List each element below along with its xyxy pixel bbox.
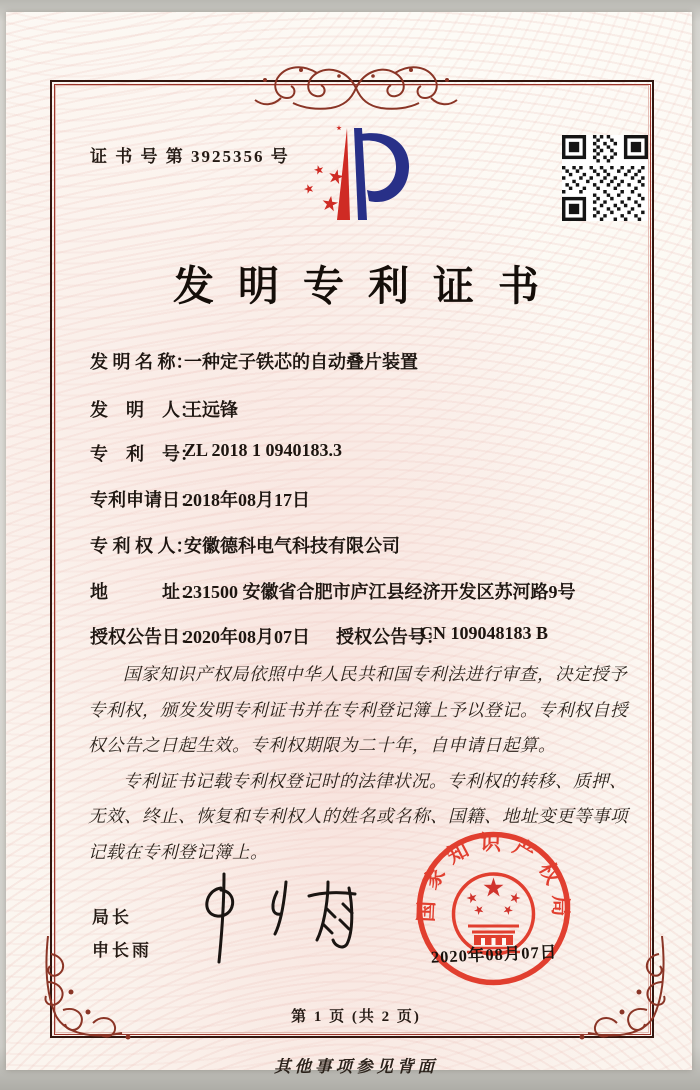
field-patentee — [90, 532, 654, 558]
signer-name: 申长雨 — [92, 941, 152, 960]
handwritten-signature-icon — [191, 870, 366, 970]
grant-date-label: 授权公告日： — [90, 627, 198, 647]
field-filing-date — [90, 486, 654, 512]
field-value: ZL 2018 1 0940183.3 — [184, 440, 343, 460]
seal-ring-text: 国家知识产权局 — [413, 830, 573, 927]
field-value: 231500 安徽省合肥市庐江县经济开发区苏河路9号 — [184, 582, 576, 602]
certificate-title: 发明专利证书 — [173, 263, 563, 309]
field-label: 发 明 名 称： — [90, 352, 194, 372]
field-value: 2018年08月17日 — [184, 490, 310, 510]
qr-code-icon — [562, 133, 648, 223]
signer-title: 局长 — [92, 908, 132, 927]
field-grant-row — [90, 623, 654, 649]
field-patent-number — [90, 440, 654, 466]
legal-paragraph: 国家知识产权局依照中华人民共和国专利法进行审查，决定授予专利权，颁发发明专利证书并在专利登记簿上予以登记。专利权自授权公告之日起生效。专利权期限为二十年，自申请日起算。 — [88, 664, 628, 755]
field-label: 地 址： — [90, 582, 198, 602]
field-value: 安徽德科电气科技有限公司 — [184, 536, 400, 556]
field-inventor — [90, 396, 654, 422]
field-invention-name — [90, 348, 654, 374]
bottom-right-flourish-ornament-icon — [574, 936, 674, 1042]
certificate-number: 证 书 号 第 3925356 号 — [90, 147, 290, 166]
field-value: 一种定子铁芯的自动叠片装置 — [184, 352, 418, 372]
field-label: 专 利 权 人： — [90, 536, 194, 556]
page-number: 第 1 页 (共 2 页) — [291, 1009, 421, 1025]
signer-block — [92, 901, 152, 967]
grant-number-value: CN 109048183 B — [420, 623, 549, 643]
seal-date: 2020年08月07日 — [430, 942, 558, 967]
field-value: 王远锋 — [184, 400, 238, 420]
certificate-paper — [6, 12, 692, 1076]
grant-date-value: 2020年08月07日 — [184, 627, 310, 647]
grant-number-label: 授权公告号： — [336, 627, 444, 647]
field-label: 专利申请日： — [90, 490, 198, 510]
field-address — [90, 578, 654, 604]
cnipa-logo-icon — [292, 122, 462, 250]
back-side-note: 其他事项参见背面 — [274, 1057, 438, 1076]
legal-paragraph: 专利证书记载专利权登记时的法律状况。专利权的转移、质押、无效、终止、恢复和专利权人的姓名或名称、国籍、地址变更等事项记载在专利登记簿上。 — [88, 770, 628, 862]
field-label: 发 明 人： — [90, 400, 198, 420]
field-label: 专 利 号： — [90, 444, 198, 464]
top-flourish-ornament-icon — [251, 58, 461, 116]
